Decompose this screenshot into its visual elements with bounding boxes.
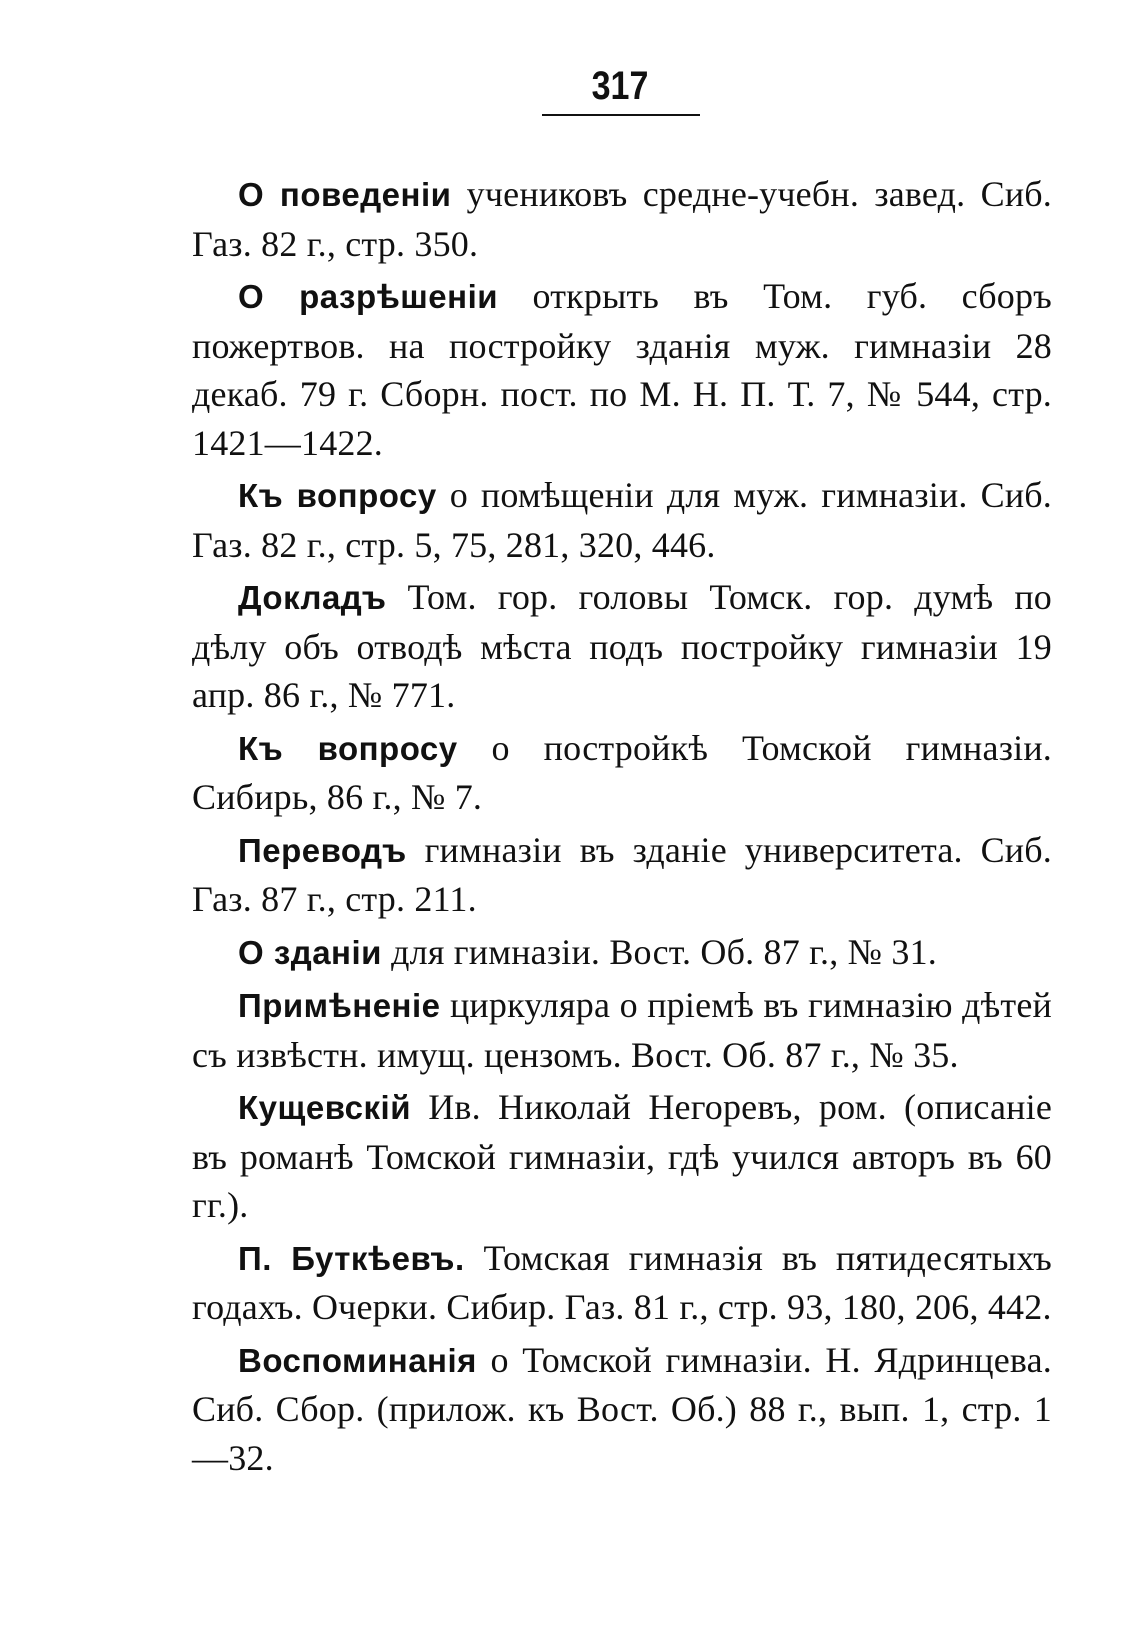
bibliography-entry <box>192 724 1052 822</box>
entry-lead: Переводъ <box>238 831 407 869</box>
entry-lead: Докладъ <box>238 579 387 616</box>
entry-text: для гимназiи. Вост. Об. 87 г., № 31. <box>381 931 938 972</box>
bibliography-entry <box>192 272 1052 467</box>
entry-lead: О зданiи <box>238 933 382 971</box>
entry-text: Ив. Николай Негоревъ, ром. (описанiе въ романѣ Томской гимназiи, гдѣ учился авторъ въ 60 гг.). <box>192 1087 1052 1225</box>
bibliography-entry <box>192 170 1052 268</box>
bibliography-entry <box>192 1083 1052 1230</box>
bibliography-list <box>192 170 1052 1486</box>
entry-lead: Воспоминанiя <box>238 1341 477 1379</box>
entry-text: о Томской гимназiи. Н. Ядринцева. Сиб. Сбор. (прилож. къ Вост. Об.) 88 г., вып. 1, стр. 1—32. <box>192 1339 1052 1478</box>
bibliography-entry <box>192 928 1052 978</box>
entry-text: о постройкѣ Томской гимназiи. Сибирь, 86 г., № 7. <box>192 727 1052 817</box>
entry-text: Томская гимназiя въ пятидесятыхъ годахъ. Очерки. Сибир. Газ. 81 г., стр. 93, 180, 206, 442. <box>192 1237 1052 1327</box>
entry-lead: Къ вопросу <box>238 729 458 767</box>
entry-lead: О разрѣшенiи <box>238 278 499 315</box>
bibliography-entry <box>192 981 1052 1079</box>
entry-text: гимназiи въ зданiе университета. Сиб. Газ. 87 г., стр. 211. <box>192 829 1052 919</box>
entry-lead: О поведенiи <box>238 176 452 213</box>
entry-text: открыть въ Том. губ. сборъ пожертвов. на постройку зданiя муж. гимназiи 28 декаб. 79 г. Сборн. пост. по М. Н. П. Т. 7, № 544, стр. 1421—1422. <box>192 276 1052 463</box>
bibliography-entry <box>192 471 1052 569</box>
page-number-rule <box>542 114 700 116</box>
entry-lead: Примѣненiе <box>238 987 441 1024</box>
entry-text: Том. гор. головы Томск. гор. думѣ по дѣлу объ отводѣ мѣста подъ постройку гимназiи 19 апр. 86 г., № 771. <box>192 577 1052 715</box>
bibliography-entry <box>192 826 1052 924</box>
entry-text: циркуляра о прiемѣ въ гимназiю дѣтей съ извѣстн. имущ. цензомъ. Вост. Об. 87 г., № 35. <box>192 985 1052 1075</box>
entry-lead: Къ вопросу <box>238 477 437 514</box>
entry-text: учениковъ средне-учебн. завед. Сиб. Газ. 82 г., стр. 350. <box>192 174 1052 264</box>
entry-text: о помѣщенiи для муж. гимназiи. Сиб. Газ. 82 г., стр. 5, 75, 281, 320, 446. <box>192 475 1052 565</box>
entry-lead: Кущевскiй <box>238 1089 411 1126</box>
entry-lead: П. Буткѣевъ. <box>238 1239 465 1277</box>
page-number: 317 <box>591 64 649 108</box>
bibliography-entry <box>192 1234 1052 1332</box>
bibliography-entry <box>192 573 1052 720</box>
bibliography-entry <box>192 1336 1052 1483</box>
